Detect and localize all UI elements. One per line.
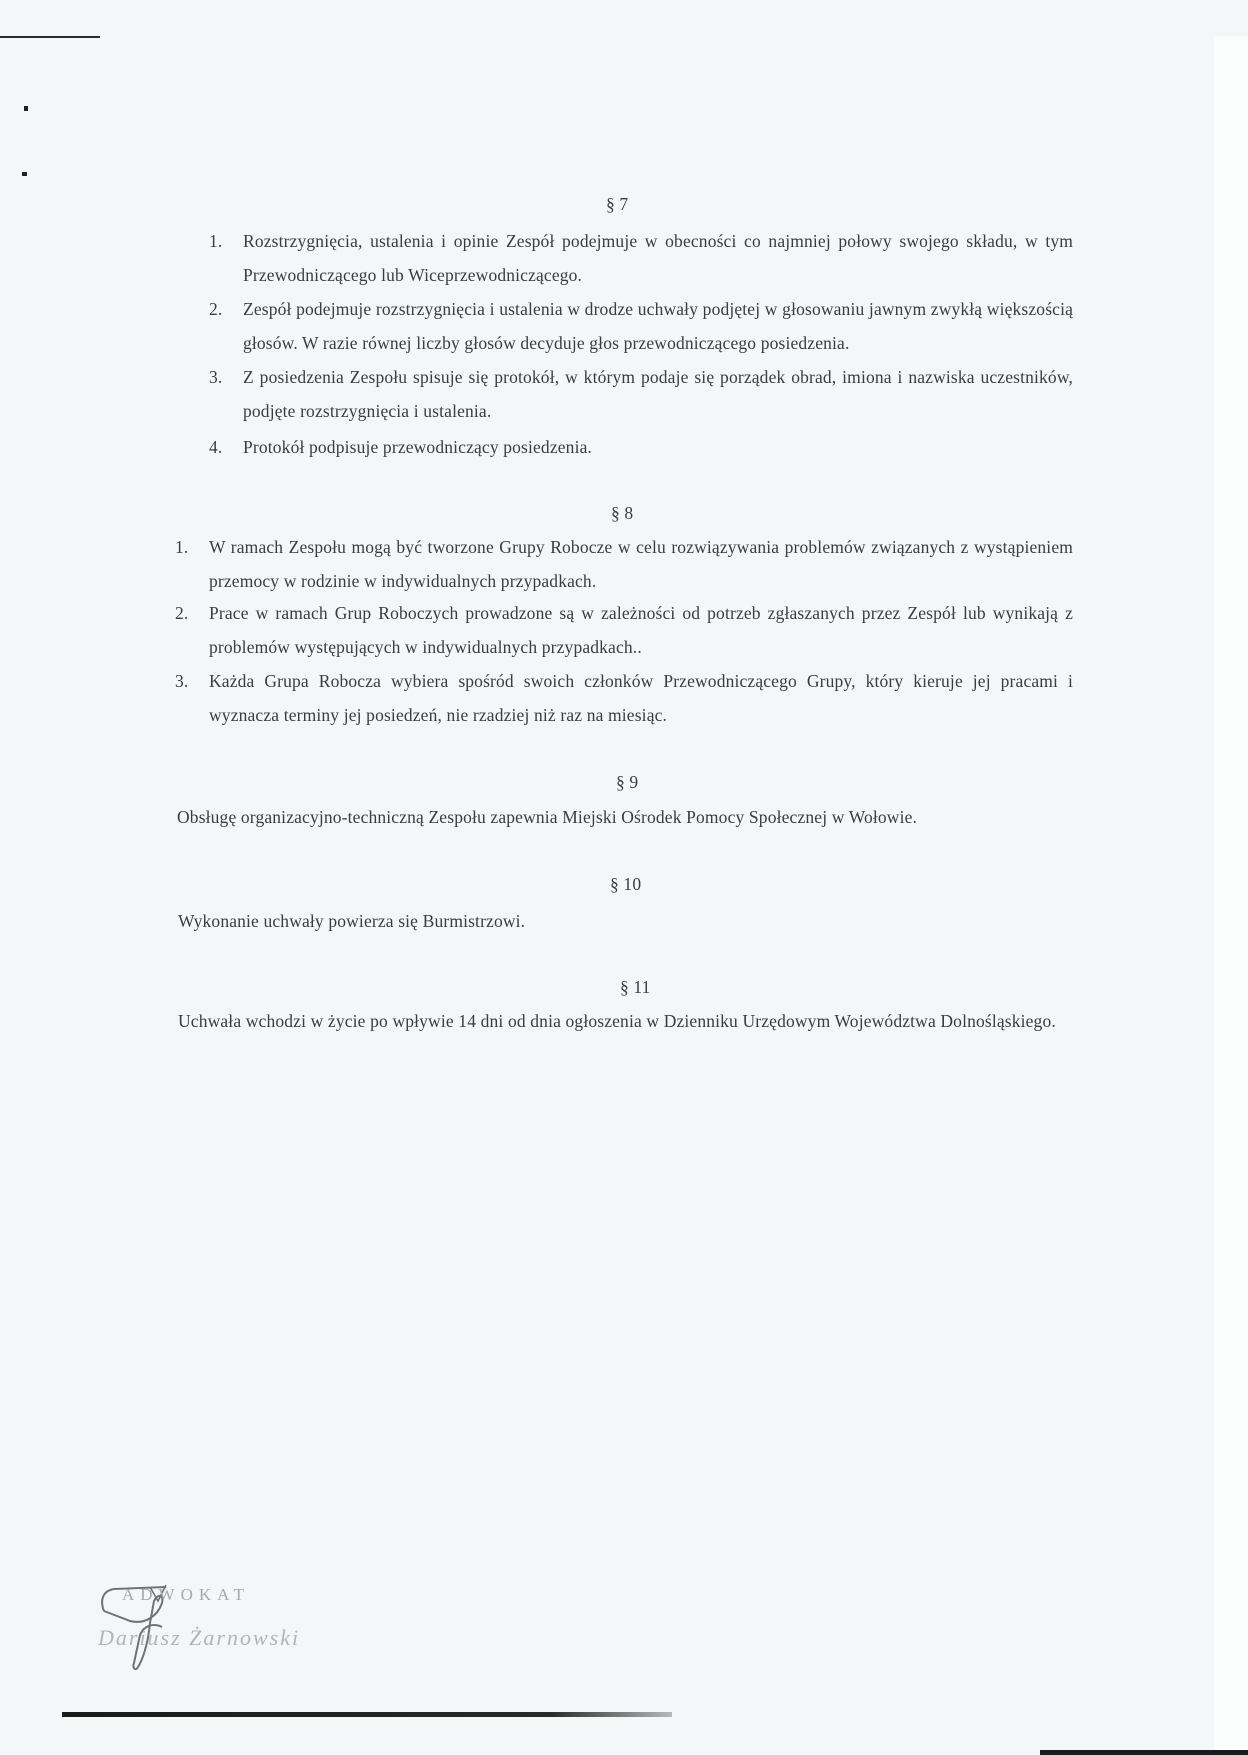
list-item [209,360,1073,428]
item-number: 3. [209,367,223,387]
item-text: W ramach Zespołu mogą być tworzone Grupy Robocze w celu rozwiązywania problemów związanych z wystąpieniem przemocy w rodzinie w indywidualnych przypadkach. [209,537,1073,591]
list-item [175,664,1073,732]
list-item [209,430,1073,464]
lawyer-stamp [96,1575,316,1685]
item-number: 2. [209,299,223,319]
item-text: Każda Grupa Robocza wybiera spośród swoich członków Przewodniczącego Grupy, który kieruje jej pracami i wyznacza terminy jej posiedzeń, nie rzadziej niż raz na miesiąc. [209,671,1073,725]
list-item [175,596,1073,664]
item-text: Rozstrzygnięcia, ustalenia i opinie Zespół podejmuje w obecności co najmniej połowy swojego składu, w tym Przewodniczącego lub Wiceprzewodniczącego. [243,231,1073,285]
item-text: Z posiedzenia Zespołu spisuje się protokół, w którym podaje się porządek obrad, imiona i nazwiska uczestników, podjęte rozstrzygnięcia i ustalenia. [243,367,1073,421]
item-number: 1. [209,231,223,251]
item-text: Prace w ramach Grup Roboczych prowadzone są w zależności od potrzeb zgłaszanych przez Zespół lub wynikają z problemów występujących w indywidualnych przypadkach.. [209,603,1073,657]
section-heading: § 8 [611,503,634,523]
list-item [209,292,1073,360]
stamp-title: ADWOKAT [122,1585,250,1604]
item-number: 1. [175,537,189,557]
item-number: 2. [175,603,189,623]
section-heading: § 11 [620,977,651,997]
section-text: Uchwała wchodzi w życie po wpływie 14 dni od dnia ogłoszenia w Dzienniku Urzędowym Województwa Dolnośląskiego. [178,1011,1056,1031]
item-number: 4. [209,437,223,457]
stamp-name: Dariusz Żarnowski [98,1625,301,1650]
list-item [175,530,1073,598]
item-text: Zespół podejmuje rozstrzygnięcia i ustalenia w drodze uchwały podjętej w głosowaniu jawnym zwykłą większością głosów. W razie równej liczby głosów decyduje głos przewodniczącego posiedzenia. [243,299,1073,353]
item-text: Protokół podpisuje przewodniczący posiedzenia. [243,437,593,457]
section-heading: § 9 [616,772,639,792]
item-number: 3. [175,671,189,691]
section-heading: § 10 [610,874,642,894]
section-heading: § 7 [606,194,629,214]
section-text: Obsługę organizacyjno-techniczną Zespołu zapewnia Miejski Ośrodek Pomocy Społecznej w Wołowie. [177,807,918,827]
section-text: Wykonanie uchwały powierza się Burmistrzowi. [178,911,526,931]
list-item [209,224,1073,292]
